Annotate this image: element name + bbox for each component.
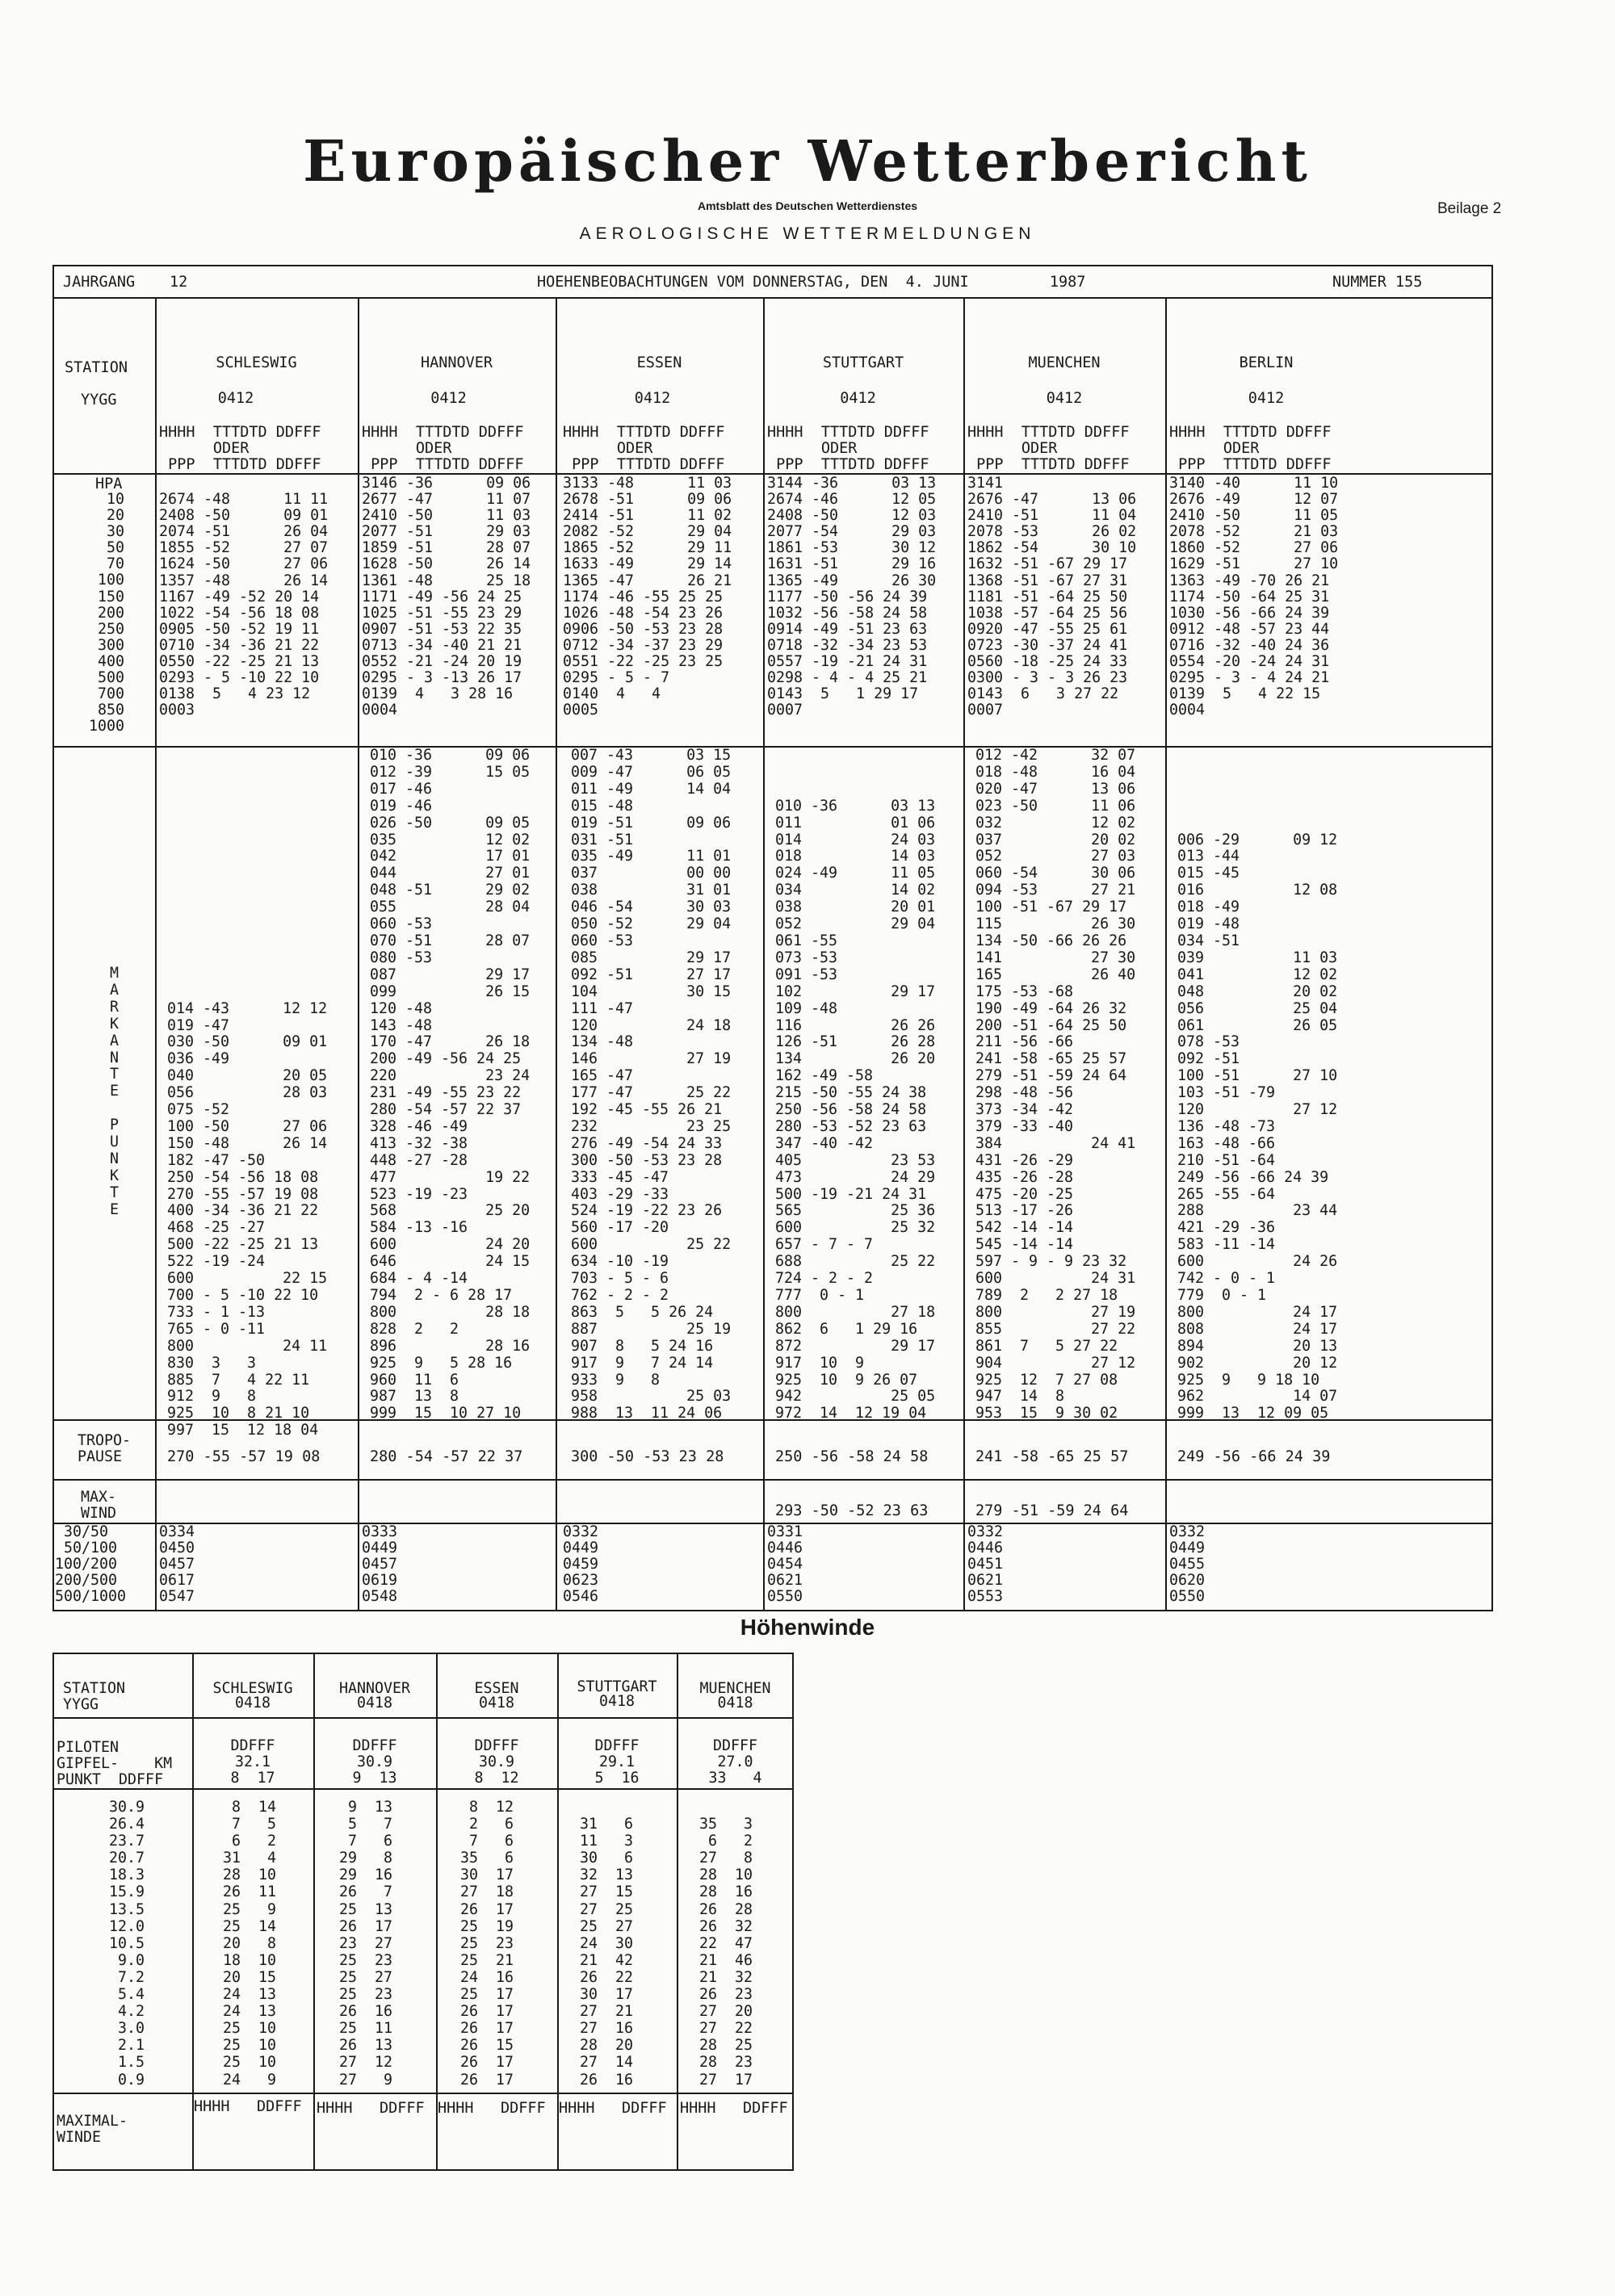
markante-berlin: 006 -29 09 12 013 -44 015 -45 016 12 08 018 -49 019 -48 034 -51 039 11 03 041 12 02 048 20 02 056 25 04 061 26 05 078 -53 092 -51 100 -51 27 10 103 -51 -79 120 27 12 136 -48 -73 163 -48 -66 210 -51 -64 249 -56 -66 24 39 265 -55 -64 288 23 44 421 -29 -36 583 -11 -14 600 24 26 742 - 0 - 1 779 0 - 1 800 24 17 808 24 17 894 20 13 902 20 12 925 9 9 18 10 962 14 07 999 13 12 09 05: [1177, 831, 1338, 1422]
maxwind-value: 279 -51 -59 24 64: [975, 1502, 1129, 1519]
hpa-data-muenchen: 3141 2676 -47 13 06 2410 -51 11 04 2078 -53 26 02 1862 -54 30 10 1632 -51 -67 29 17 1368 -51 -67 27 31 1181 -51 -64 25 50 1038 -57 -64 25 56 0920 -47 -55 25 61 0723 -30 -37 24 41 0560 -18 -25 24 33 0300 - 3 - 3 26 23 0143 6 3 27 22 0007: [967, 475, 1137, 719]
hw-station-name: STUTTGART: [577, 1678, 657, 1695]
hw-heights: 30.9 26.4 23.7 20.7 18.3 15.9 13.5 12.0 10.5 9.0 7.2 5.4 4.2 3.0 2.1 1.5 0.9: [109, 1799, 145, 2089]
hoehenwinde-title: Höhenwinde: [740, 1615, 875, 1640]
station-yygg: 0412: [1046, 390, 1083, 407]
layer-values: 0331 0446 0454 0621 0550: [767, 1523, 803, 1606]
column-header: PPP TTTDTD DDFFF: [563, 456, 725, 473]
beilage-label: Beilage 2: [1437, 200, 1502, 217]
tropopause-value: 270 -55 -57 19 08: [167, 1448, 321, 1465]
hw-gipfel: DDFFF 27.0 33 4: [708, 1737, 762, 1787]
station-name: ESSEN: [636, 354, 682, 371]
layer-label: 30/50 50/100 100/200 200/500 500/1000: [55, 1523, 127, 1606]
hpa-data-stuttgart: 3144 -36 03 13 2674 -46 12 05 2408 -50 12 03 2077 -54 29 03 1861 -53 30 12 1631 -51 29 16 1365 -49 26 30 1177 -50 -56 24 39 1032 -56 -58 24 58 0914 -49 -51 23 63 0718 -32 -34 23 53 0557 -19 -21 24 31 0298 - 4 - 4 25 21 0143 5 1 29 17 0007: [767, 475, 937, 719]
maxwind-label: MAX- WIND: [81, 1489, 117, 1523]
observation-date: HOEHENBEOBACHTUNGEN VOM DONNERSTAG, DEN 4. JUNI 1987: [537, 274, 1086, 291]
jahrgang-value: 12: [170, 274, 188, 291]
hpa-data-hannover: 3146 -36 09 06 2677 -47 11 07 2410 -50 11 03 2077 -51 29 03 1859 -51 28 07 1628 -50 26 14 1361 -48 25 18 1171 -49 -56 24 25 1025 -51 -55 23 29 0907 -51 -53 22 35 0713 -34 -40 21 21 0552 -21 -24 20 19 0295 - 3 -13 26 17 0139 4 3 28 16 0004: [362, 475, 531, 719]
hw-winds-hannover: 9 13 5 7 7 6 29 8 29 16 26 7 25 13 26 17 23 27 25 23 25 27 25 23 26 16 25 11 26 13 27 12 27 9: [339, 1799, 393, 2089]
column-header: ODER: [362, 440, 452, 457]
hw-station-yygg: 0418: [478, 1695, 515, 1712]
layer-values: 0334 0450 0457 0617 0547: [159, 1523, 195, 1606]
hw-winds-stuttgart: 31 6 11 3 30 6 32 13 27 15 27 25 25 27 24 30 21 42 26 22 30 17 27 21 27 16 28 20 27 14 26 16: [580, 1816, 634, 2089]
hw-winds-schleswig: 8 14 7 5 6 2 31 4 28 10 26 11 25 9 25 14 20 8 18 10 20 15 24 13 24 13 25 10 25 10 25 10 24 9: [223, 1799, 277, 2089]
station-name: HANNOVER: [420, 354, 493, 371]
section-title: AEROLOGISCHE WETTERMELDUNGEN: [579, 224, 1036, 243]
station-name: SCHLESWIG: [216, 354, 297, 371]
station-name: BERLIN: [1239, 354, 1294, 371]
layer-values: 0332 0449 0459 0623 0546: [563, 1523, 599, 1606]
hw-gipfel: DDFFF 30.9 8 12: [474, 1737, 519, 1787]
tropopause-value: 249 -56 -66 24 39: [1177, 1448, 1331, 1465]
station-name: STUTTGART: [822, 354, 904, 371]
hw-gipfel: DDFFF 29.1 5 16: [594, 1737, 640, 1787]
layer-values: 0332 0446 0451 0621 0553: [967, 1523, 1004, 1606]
hw-station-name: MUENCHEN: [699, 1680, 771, 1697]
issue-number: NUMMER 155: [1332, 274, 1423, 291]
column-header: HHHH TTTDTD DDFFF: [767, 424, 929, 441]
hw-maximal-header: HHHH DDFFF: [438, 2100, 546, 2117]
hpa-data-schleswig: 2674 -48 11 11 2408 -50 09 01 2074 -51 26 04 1855 -52 27 07 1624 -50 27 06 1357 -48 26 14 1167 -49 -52 20 14 1022 -54 -56 18 08 0905 -50 -52 19 11 0710 -34 -36 21 22 0550 -22 -25 21 13 0293 - 5 -10 22 10 0138 5 4 23 12 0003: [159, 491, 329, 719]
tropopause-value: 280 -54 -57 22 37: [370, 1448, 523, 1465]
column-header: HHHH TTTDTD DDFFF: [159, 424, 321, 441]
yygg-label: YYGG: [81, 392, 117, 409]
column-header: PPP TTTDTD DDFFF: [159, 456, 321, 473]
column-header: ODER: [1169, 440, 1260, 457]
maxwind-value: 293 -50 -52 23 63: [775, 1502, 929, 1519]
hw-station-name: SCHLESWIG: [212, 1680, 293, 1697]
jahrgang-label: JAHRGANG: [63, 274, 136, 291]
hw-maximal-header: HHHH DDFFF: [680, 2100, 788, 2117]
station-yygg: 0412: [217, 390, 254, 407]
hw-winds-muenchen: 35 3 6 2 27 8 28 10 28 16 26 28 26 32 22 47 21 46 21 32 26 23 27 20 27 22 28 25 28 23 27 17: [699, 1816, 753, 2089]
hw-station-name: HANNOVER: [338, 1680, 411, 1697]
column-header: ODER: [967, 440, 1058, 457]
layer-values: 0333 0449 0457 0619 0548: [362, 1523, 398, 1606]
column-header: ODER: [767, 440, 858, 457]
hpa-data-berlin: 3140 -40 11 10 2676 -49 12 07 2410 -50 11 05 2078 -52 21 03 1860 -52 27 06 1629 -51 27 10 1363 -49 -70 26 21 1174 -50 -64 25 31 1030 -56 -66 24 39 0912 -48 -57 23 44 0716 -32 -40 24 36 0554 -20 -24 24 31 0295 - 3 - 4 24 21 0139 5 4 22 15 0004: [1169, 475, 1339, 719]
hw-station-name: ESSEN: [474, 1680, 519, 1697]
tropopause-value: 250 -56 -58 24 58: [775, 1448, 929, 1465]
hw-gipfel: DDFFF 30.9 9 13: [352, 1737, 397, 1787]
hw-station-label: STATION YYGG: [63, 1680, 126, 1714]
column-header: HHHH TTTDTD DDFFF: [563, 424, 725, 441]
column-header: HHHH TTTDTD DDFFF: [967, 424, 1130, 441]
markante-muenchen: 012 -42 32 07 018 -48 16 04 020 -47 13 06 023 -50 11 06 032 12 02 037 20 02 052 27 03 060 -54 30 06 094 -53 27 21 100 -51 -67 29 17 115 26 30 134 -50 -66 26 26 141 27 30 165 26 40 175 -53 -68 190 -49 -64 26 32 200 -51 -64 25 50 211 -56 -66 241 -58 -65 25 57 279 -51 -59 24 64 298 -48 -56 373 -34 -42 379 -33 -40 384 24 41 431 -26 -29 435 -26 -28 475 -20 -25 513 -17 -26 542 -14 -14 545 -14 -14 597 - 9 - 9 23 32 600 24 31 789 2 2 27 18 800 27 19 855 27 22 861 7 5 27 22 904 27 12 925 12 7 27 08 947 14 8 953 15 9 30 02: [975, 747, 1136, 1422]
column-header: PPP TTTDTD DDFFF: [1169, 456, 1332, 473]
markante-stuttgart: 010 -36 03 13 011 01 06 014 24 03 018 14 03 024 -49 11 05 034 14 02 038 20 01 052 29 04 061 -55 073 -53 091 -53 102 29 17 109 -48 116 26 26 126 -51 26 28 134 26 20 162 -49 -58 215 -50 -55 24 38 250 -56 -58 24 58 280 -53 -52 23 63 347 -40 -42 405 23 53 473 24 29 500 -19 -21 24 31 565 25 36 600 25 32 657 - 7 - 7 688 25 22 724 - 2 - 2 777 0 - 1 800 27 18 862 6 1 29 16 872 29 17 917 10 9 925 10 9 26 07 942 25 05 972 14 12 19 04: [775, 797, 936, 1422]
hw-station-yygg: 0418: [356, 1695, 393, 1712]
hw-maximal-label: MAXIMAL- WINDE: [57, 2113, 128, 2147]
tropopause-value: 300 -50 -53 23 28: [571, 1448, 724, 1465]
column-header: ODER: [159, 440, 250, 457]
column-header: HHHH TTTDTD DDFFF: [362, 424, 524, 441]
station-yygg: 0412: [430, 390, 467, 407]
hw-maximal-header: HHHH DDFFF: [559, 2100, 667, 2117]
station-yygg: 0412: [840, 390, 876, 407]
layer-values: 0332 0449 0455 0620 0550: [1169, 1523, 1206, 1606]
hw-winds-essen: 8 12 2 6 7 6 35 6 30 17 27 18 26 17 25 19 25 23 25 21 24 16 25 17 26 17 26 17 26 15 26 17 26 17: [460, 1799, 514, 2089]
station-yygg: 0412: [634, 390, 671, 407]
hw-station-yygg: 0418: [717, 1695, 753, 1712]
station-name: MUENCHEN: [1028, 354, 1101, 371]
hw-station-yygg: 0418: [598, 1693, 636, 1710]
station-label: STATION: [65, 359, 128, 376]
report-title: Europäischer Wetterbericht: [303, 128, 1312, 195]
tropopause-value: 241 -58 -65 25 57: [975, 1448, 1129, 1465]
hpa-label: HPA: [95, 476, 123, 492]
column-header: PPP TTTDTD DDFFF: [967, 456, 1130, 473]
hw-maximal-header: HHHH DDFFF: [194, 2098, 302, 2115]
markante-schleswig: 014 -43 12 12 019 -47 030 -50 09 01 036 -49 040 20 05 056 28 03 075 -52 100 -50 27 06 150 -48 26 14 182 -47 -50 250 -54 -56 18 08 270 -55 -57 19 08 400 -34 -36 21 22 468 -25 -27 500 -22 -25 21 13 522 -19 -24 600 22 15 700 - 5 -10 22 10 733 - 1 -13 765 - 0 -11 800 24 11 830 3 3 885 7 4 22 11 912 9 8 925 10 8 21 10 997 15 12 18 04: [167, 999, 328, 1439]
tropopause-label: TROPO- PAUSE: [78, 1432, 132, 1466]
hw-piloten-label: PILOTEN GIPFEL- KM PUNKT DDFFF: [57, 1739, 173, 1789]
column-header: ODER: [563, 440, 653, 457]
station-yygg: 0412: [1248, 390, 1285, 407]
markante-essen: 007 -43 03 15 009 -47 06 05 011 -49 14 04 015 -48 019 -51 09 06 031 -51 035 -49 11 01 037 00 00 038 31 01 046 -54 30 03 050 -52 29 04 060 -53 085 29 17 092 -51 27 17 104 30 15 111 -47 120 24 18 134 -48 146 27 19 165 -47 177 -47 25 22 192 -45 -55 26 21 232 23 25 276 -49 -54 24 33 300 -50 -53 23 28 333 -45 -47 403 -29 -33 524 -19 -22 23 26 560 -17 -20 600 25 22 634 -10 -19 703 - 5 - 6 762 - 2 - 2 863 5 5 26 24 887 25 19 907 8 5 24 16 917 9 7 24 14 933 9 8 958 25 03 988 13 11 24 06: [571, 747, 732, 1422]
markante-label: M A R K A N T E P U N K T E: [110, 965, 120, 1218]
hpa-data-essen: 3133 -48 11 03 2678 -51 09 06 2414 -51 11 02 2082 -52 29 04 1865 -52 29 11 1633 -49 29 14 1365 -47 26 21 1174 -46 -55 25 25 1026 -48 -54 23 26 0906 -50 -53 23 28 0712 -34 -37 23 29 0551 -22 -25 23 25 0295 - 5 - 7 0140 4 4 0005: [563, 475, 732, 719]
column-header: PPP TTTDTD DDFFF: [767, 456, 929, 473]
report-subtitle: Amtsblatt des Deutschen Wetterdienstes: [697, 199, 918, 212]
column-header: HHHH TTTDTD DDFFF: [1169, 424, 1332, 441]
markante-hannover: 010 -36 09 06 012 -39 15 05 017 -46 019 -46 026 -50 09 05 035 12 02 042 17 01 044 27 01 048 -51 29 02 055 28 04 060 -53 070 -51 28 07 080 -53 087 29 17 099 26 15 120 -48 143 -48 170 -47 26 18 200 -49 -56 24 25 220 23 24 231 -49 -55 23 22 280 -54 -57 22 37 328 -46 -49 413 -32 -38 448 -27 -28 477 19 22 523 -19 -23 568 25 20 584 -13 -16 600 24 20 646 24 15 684 - 4 -14 794 2 - 6 28 17 800 28 18 828 2 2 896 28 16 925 9 5 28 16 960 11 6 987 13 8 999 15 10 27 10: [370, 747, 531, 1422]
hpa-levels: 10 20 30 50 70 100 150 200 250 300 400 500 700 850 1000: [89, 491, 125, 735]
hw-gipfel: DDFFF 32.1 8 17: [230, 1737, 275, 1787]
column-header: PPP TTTDTD DDFFF: [362, 456, 524, 473]
hw-station-yygg: 0418: [234, 1695, 271, 1712]
hw-maximal-header: HHHH DDFFF: [317, 2100, 425, 2117]
